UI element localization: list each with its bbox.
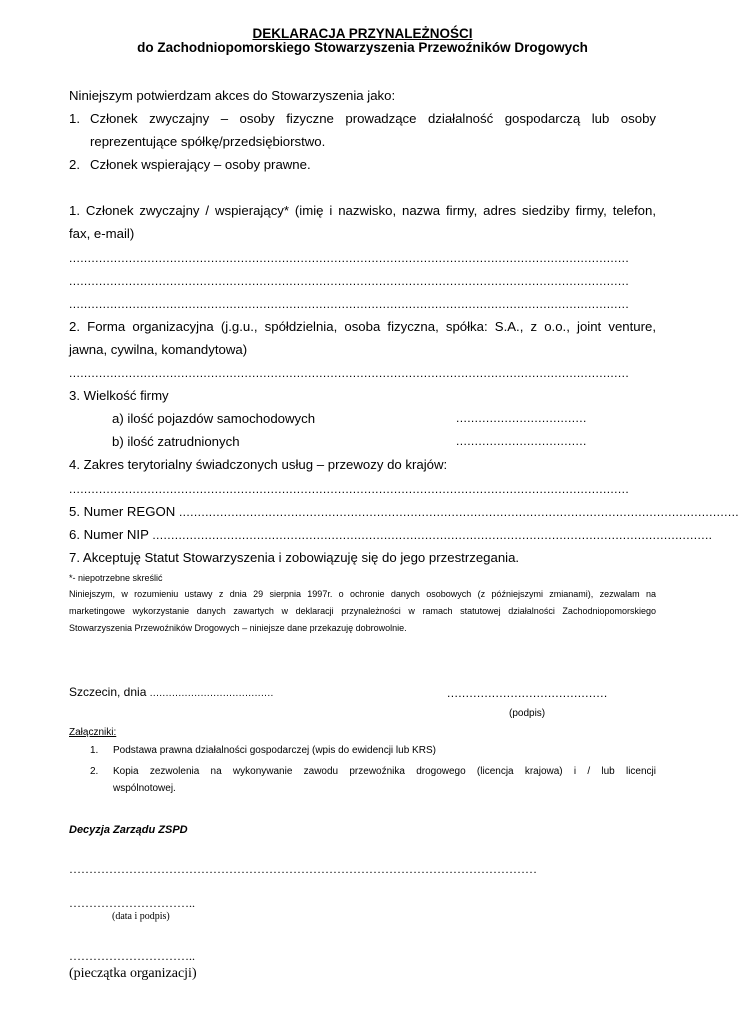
nip-field[interactable]: ......................................................................................................................................................	[152, 528, 713, 542]
decision-fill-line[interactable]: ………………………………………………………………………………………………………	[69, 862, 537, 876]
section1-fill-line-1[interactable]: ......................................................................................................................................................	[69, 251, 630, 265]
section3-vehicles-field[interactable]: ...................................	[456, 411, 587, 425]
place-date-row	[69, 685, 284, 699]
attachment2-number: 2.	[90, 766, 99, 777]
intro-item1-number: 1.	[69, 111, 80, 126]
section4-fill-line[interactable]: ......................................................................................................................................................	[69, 482, 630, 496]
decision-date-sign-field[interactable]: …………………………..	[69, 896, 195, 910]
consent-line3: Stowarzyszenia Przewoźników Drogowych – niniejsze dane przekazuję dobrowolnie.	[69, 623, 407, 633]
intro-item1-line1: Członek zwyczajny – osoby fizyczne prowadzące działalność gospodarczą lub osoby	[90, 111, 656, 126]
decision-title: Decyzja Zarządu ZSPD	[69, 824, 188, 836]
attachment2-line2: wspólnotowej.	[113, 783, 176, 794]
attachments-title: Załączniki:	[69, 727, 117, 738]
decision-stamp-caption: (pieczątka organizacji)	[69, 966, 197, 981]
intro-item2-number: 2.	[69, 157, 80, 172]
decision-stamp-field[interactable]: …………………………..	[69, 949, 195, 963]
document-subtitle: do Zachodniopomorskiego Stowarzyszenia Przewoźników Drogowych	[137, 40, 588, 55]
section5-row	[69, 504, 739, 519]
decision-date-sign-caption: (data i podpis)	[112, 911, 170, 922]
section3-employees-field[interactable]: ...................................	[456, 434, 587, 448]
section2-fill-line[interactable]: ......................................................................................................................................................	[69, 366, 630, 380]
section5-label: 5. Numer REGON	[69, 504, 176, 519]
attachment1-text: Podstawa prawna działalności gospodarczej (wpis do ewidencji lub KRS)	[113, 745, 436, 756]
consent-line1: Niniejszym, w rozumieniu ustawy z dnia 29 sierpnia 1997r. o ochronie danych osobowych (z późniejszymi zmianami), zezwalam na	[69, 589, 656, 599]
signature-caption: (podpis)	[509, 708, 546, 719]
section6-label: 6. Numer NIP	[69, 527, 149, 542]
section3-vehicles-label: a) ilość pojazdów samochodowych	[112, 411, 316, 426]
section6-row	[69, 527, 713, 542]
regon-field[interactable]: ......................................................................................................................................................	[178, 505, 739, 519]
date-field[interactable]: .......................................	[149, 688, 274, 699]
attachment1-number: 1.	[90, 745, 99, 756]
document-title: DEKLARACJA PRZYNALEŻNOŚCI	[252, 26, 473, 41]
section1-fill-line-3[interactable]: ......................................................................................................................................................	[69, 297, 630, 311]
section3-employees-label: b) ilość zatrudnionych	[112, 434, 240, 449]
attachment2-line1: Kopia zezwolenia na wykonywanie zawodu przewoźnika drogowego (licencja krajowa) i / lub licencji	[113, 766, 656, 777]
section7-text: 7. Akceptuję Statut Stowarzyszenia i zobowiązuję się do jego przestrzegania.	[69, 550, 520, 565]
section3-title: 3. Wielkość firmy	[69, 388, 169, 403]
section1-line1: 1. Członek zwyczajny / wspierający* (imię i nazwisko, nazwa firmy, adres siedziby firmy, telefon,	[69, 203, 656, 218]
section1-line2: fax, e-mail)	[69, 226, 135, 241]
section2-line2: jawna, cywilna, komandytowa)	[69, 342, 248, 357]
intro-text: Niniejszym potwierdzam akces do Stowarzyszenia jako:	[69, 88, 396, 103]
section4-text: 4. Zakres terytorialny świadczonych usług – przewozy do krajów:	[69, 457, 448, 472]
intro-item1-line2: reprezentujące spółkę/przedsiębiorstwo.	[90, 134, 326, 149]
signature-field[interactable]: ...........................................	[447, 686, 608, 700]
consent-line2: marketingowe wykorzystanie danych zawartych w deklaracji przynależności w ramach statutowej działalności Zachodniopomorskiego	[69, 606, 656, 616]
place-label: Szczecin, dnia	[69, 685, 147, 699]
section2-line1: 2. Forma organizacyjna (j.g.u., spółdzielnia, osoba fizyczna, spółka: S.A., z o.o., joint venture,	[69, 319, 656, 334]
section1-fill-line-2[interactable]: ......................................................................................................................................................	[69, 274, 630, 288]
footnote: *- niepotrzebne skreślić	[69, 573, 163, 583]
intro-item2-text: Członek wspierający – osoby prawne.	[90, 157, 311, 172]
